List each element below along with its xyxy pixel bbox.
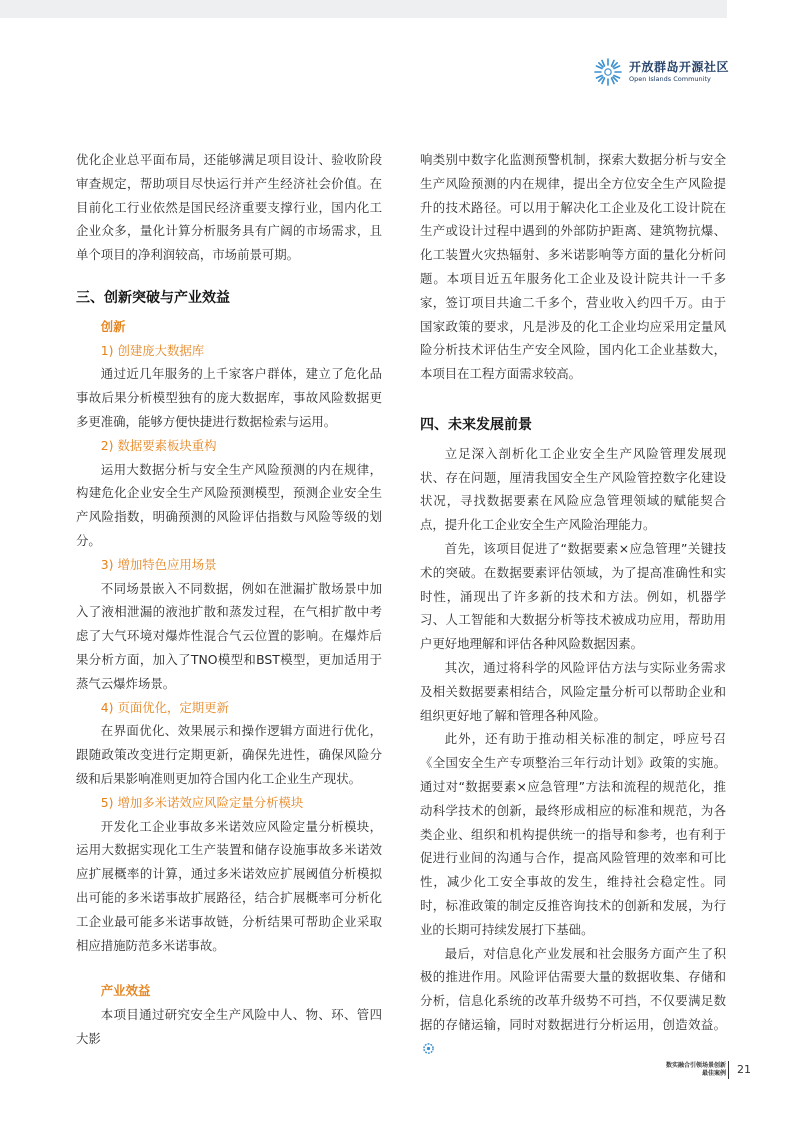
page-number: 21 [737,1063,751,1076]
paragraph: 优化企业总平面布局，还能够满足项目设计、验收阶段审查规定，帮助项目尽快运行并产生经济社会价值。在目前化工行业依然是国民经济重要支撑行业，国内化工企业众多，量化计算分析服务具有广阔的市场需求，且单个项目的净利润较高，市场前景可期。 [76,152,382,263]
paragraph: 在界面优化、效果展示和操作逻辑方面进行优化，跟随政策改变进行定期更新，确保先进性，确保风险分级和后果影响准则更加符合国内化工企业生产现状。 [76,723,382,786]
paragraph: 开发化工企业事故多米诺效应风险定量分析模块，运用大数据实现化工生产装置和储存设施事故多米诺效应扩展概率的计算，通过多米诺效应扩展阈值分析模拟出可能的多米诺事故扩展路径，结合扩展概率可分析化工企业最可能多米诺事故链，分析结果可帮助企业采取相应措施防范多米诺事故。 [76,818,382,953]
footer-line-2: 最佳案例 [701,1070,726,1077]
logo-title-cn: 开放群岛开源社区 [629,60,730,75]
end-mark-icon [423,1043,434,1054]
paragraph: 运用大数据分析与安全生产风险预测的内在规律，构建危化企业安全生产风险预测模型，预测企业安全生产风险指数，明确预测的风险评估指数与风险等级的划分。 [76,461,382,548]
spacer [76,957,382,979]
section-heading-4: 四、未来发展前景 [420,416,532,433]
footer-divider [728,1061,729,1079]
paragraph: 响类别中数字化监测预警机制，探索大数据分析与安全生产风险预测的内在规律，提出全方位安全生产风险提升的技术路径。可以用于解决化工企业及化工设计院在生产或设计过程中遇到的外部防护距离、建筑物抗爆、化工装置火灾热辐射、多米诺影响等方面的量化分析问题。本项目近五年服务化工企业及设计院共计一千多家，签订项目共逾二千多个，营业收入约四千万。由于国家政策的要求，凡是涉及的化工企业均应采用定量风险分析技术评估生产安全风险，国内化工企业基数大，本项目在工程方面需求较高。 [420,152,726,382]
paragraph: 不同场景嵌入不同数据，例如在泄漏扩散场景中加入了液相泄漏的液池扩散和蒸发过程，在气相扩散中考虑了大气环境对爆炸性混合气云位置的影响。在爆炸后果分析方面，加入了TNO模型和BST模型，更加适用于蒸气云爆炸场景。 [76,580,382,691]
industry-benefit-label: 产业效益 [100,983,151,999]
paragraph: 通过近几年服务的上千家客户群体，建立了危化品事故后果分析模型独有的庞大数据库，事故风险数据更多更准确，能够方便快捷进行数据检索与运用。 [76,366,382,429]
paragraph: 其次，通过将科学的风险评估方法与实际业务需求及相关数据要素相结合，风险定量分析可以帮助企业和组织更好地了解和管理各种风险。 [420,659,726,723]
footer-line-1: 数实融合引领场景创新 [665,1062,726,1069]
paragraph-final [420,942,726,1061]
logo-burst-icon [592,56,624,88]
right-column [420,148,726,1060]
subheading-3: 3) 增加特色应用场景 [100,556,217,572]
paragraph: 本项目通过研究安全生产风险中人、物、环、管四大影 [76,1007,382,1046]
logo-title-en: Open Islands Community [629,75,711,84]
innovation-label: 创新 [100,318,126,334]
paragraph: 首先，该项目促进了“数据要素×应急管理”关键技术的突破。在数据要素评估领域，为了提高准确性和实时性，涌现出了许多新的技术和方法。例如，机器学习、人工智能和大数据分析等技术被成功应用，帮助用户更好地理解和评估各种风险数据因素。 [420,540,726,652]
section-heading-3: 三、创新突破与产业效益 [76,289,230,306]
subheading-2: 2) 数据要素板块重构 [100,437,217,453]
paragraph: 立足深入剖析化工企业安全生产风险管理发展现状、存在问题，厘清我国安全生产风险管控数字化建设状况，寻找数据要素在风险应急管理领域的赋能契合点，提升化工企业安全生产风险治理能力。 [420,445,726,533]
subheading-5: 5) 增加多米诺效应风险定量分析模块 [100,794,304,810]
header-band [0,0,727,18]
subheading-4: 4) 页面优化，定期更新 [100,699,229,715]
paragraph: 此外，还有助于推动相关标准的制定，呼应号召《全国安全生产专项整治三年行动计划》政策的实施。通过对“数据要素×应急管理”方法和流程的规范化，推动科学技术的创新，最终形成相应的标准和规范，为各类企业、组织和机构提供统一的指导和参考，也有利于促进行业间的沟通与合作，提高风险管理的效率和可比性，减少化工安全事故的发生，维持社会稳定性。同时，标准政策的制定反推咨询技术的创新和发展，为行业的长期可持续发展打下基础。 [420,731,726,937]
subheading-1: 1) 创建庞大数据库 [100,342,205,358]
left-column [76,148,382,1051]
community-logo[interactable] [592,54,762,90]
paragraph-final-text: 最后，对信息化产业发展和社会服务方面产生了积极的推进作用。风险评估需要大量的数据收集、存储和分析，信息化系统的改革升级势不可挡，不仅要满足数据的存储运输，同时对数据进行分析运用，创造效益。 [420,945,726,1032]
footer-series-label [666,1062,726,1078]
